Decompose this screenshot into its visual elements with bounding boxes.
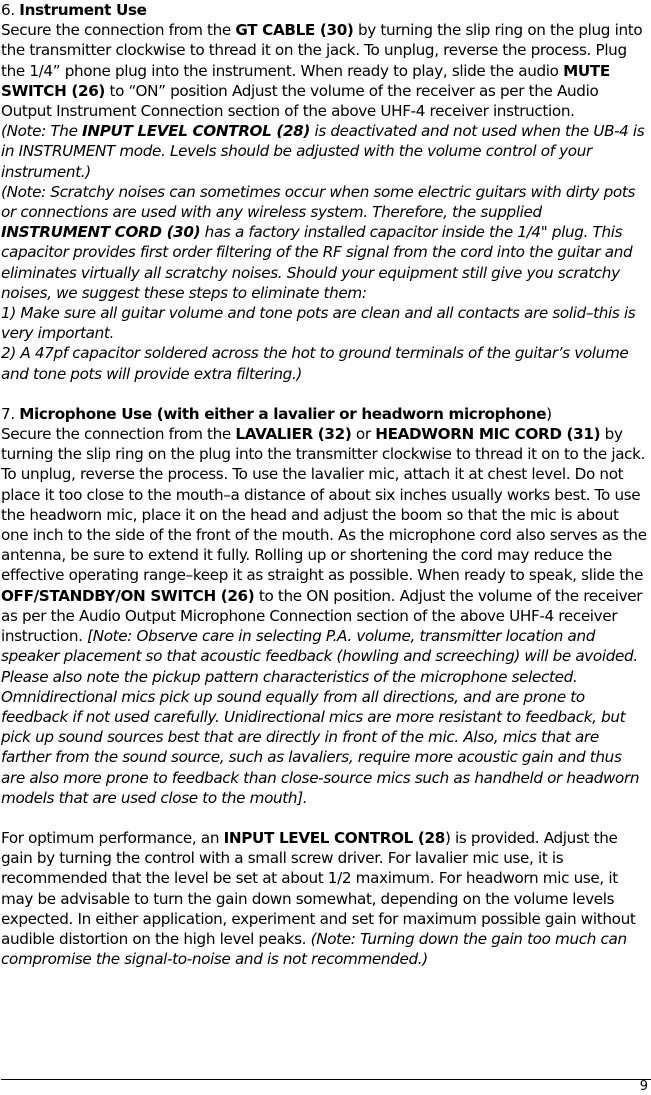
note-step (1, 343, 649, 383)
part-reference: HEADWORN MIC CORD (31) (375, 425, 601, 444)
text: by turning the slip ring on the plug into the transmitter clockwise to thread it on the jack. To unplug, reverse the process. Plug the 1/4” phone plug into the instrument. When ready to play, slide the audio (1, 21, 643, 80)
section-microphone-use (0, 404, 649, 808)
text: to “ON” position Adjust the volume of the receiver as per the Audio Output Instrument Connection section of the above UHF-4 receiver instruction. (1, 81, 599, 121)
text: For optimum performance, an (1, 828, 224, 847)
note-text: has a factory installed capacitor inside the 1/4" plug. This capacitor provides first order filtering of the RF signal from the cord into the guitar and eliminates virtually all scratchy noises. Should your equipment still give you scratchy noises, we suggest these steps to eliminate them: (1, 223, 633, 302)
footer-rule (1, 1079, 651, 1080)
spacer (0, 384, 651, 404)
note-paragraph (1, 182, 649, 303)
section-heading (1, 0, 649, 20)
spacer (0, 808, 651, 828)
text: by turning the slip ring on the plug into the transmitter clockwise to thread it on to the jack. To unplug, reverse the process. To use the lavalier mic, attach it at chest level. Do not place it too close to the mouth–a distance of about six inches usually works best. To use the headworn mic, place it on the head and adjust the boom so that the mic is about one inch to the side of the front of the mouth. As the microphone cord also serves as the antenna, be sure to extend it fully. Rolling up or shortening the cord may reduce the effective operating range–keep it as straight as possible. When ready to speak, slide the (1, 425, 647, 585)
note-text: (Note: The (1, 122, 83, 141)
text: Secure the connection from the (1, 21, 236, 40)
section-gain-adjustment (0, 828, 649, 969)
part-reference: MUTE SWITCH (26) (1, 61, 610, 100)
heading-text: Instrument Use (19, 1, 147, 19)
section-number: 6. (1, 1, 20, 19)
part-reference: GT CABLE (30) (235, 21, 354, 40)
heading-text: Microphone Use (with either a lavalier or headworn microphone (19, 404, 547, 423)
note-text: (Note: Scratchy noises can sometimes occur when some electric guitars with dirty pots or connections are used with any wireless system. Therefore, the supplied (1, 182, 636, 222)
note-text: 2) A 47pf capacitor soldered across the hot to ground terminals of the guitar’s volume and tone pots will provide extra filtering.) (1, 344, 629, 383)
text: ) is provided. Adjust the gain by turning the control with a small screw driver. For lavalier mic use, it is recommended that the level be set at about 1/2 maximum. For headworn mic use, it may be advisable to turn the gain down somewhat, depending on the volume levels expected. In either application, experiment and set for maximum possible gain without audible distortion on the high level peaks. (1, 828, 636, 948)
part-reference: LAVALIER (32) (235, 425, 352, 444)
note-text: is deactivated and not used when the UB-4 is in INSTRUMENT mode. Levels should be adjusted with the volume control of your instrument.) (1, 122, 645, 181)
part-reference: INSTRUMENT CORD (30) (1, 223, 201, 242)
section-number: 7. (1, 404, 20, 423)
part-reference: INPUT LEVEL CONTROL (28) (82, 122, 310, 141)
note-text: (Note: Turning down the gain too much can compromise the signal-to-noise and is not recommended.) (1, 929, 627, 969)
paragraph (1, 828, 649, 969)
paragraph (1, 20, 649, 121)
text: Secure the connection from the (1, 425, 236, 444)
note-text: 1) Make sure all guitar volume and tone pots are clean and all contacts are solid–this is very important. (1, 304, 636, 343)
page-number: 9 (639, 1079, 648, 1094)
part-reference: INPUT LEVEL CONTROL (28 (223, 828, 445, 847)
section-heading (1, 404, 649, 424)
note-step (1, 303, 649, 343)
text: to the ON position. Adjust the volume of the receiver as per the Audio Output Microphone Connection section of the above UHF-4 receiver instruction. (1, 586, 643, 646)
part-reference: OFF/STANDBY/ON SWITCH (26) (1, 586, 255, 605)
note-text: [Note: Observe care in selecting P.A. volume, transmitter location and speaker placement so that acoustic feedback (howling and screeching) will be avoided. Please also note the pickup pattern characteristics of the microphone selected. Omnidirectional mics pick up sound equally from all directions, and are prone to feedback if not used carefully. Unidirectional mics are more resistant to feedback, but pick up sound sources best that are directly in front of the mic. Also, mics that are farther from the sound source, such as lavaliers, require more acoustic gain and thus are also more prone to feedback than close-source mics such as handheld or headworn models that are used close to the mouth]. (1, 627, 640, 807)
section-instrument-use (0, 0, 649, 384)
text: or (351, 425, 376, 444)
note-paragraph (1, 121, 649, 182)
paragraph (1, 424, 649, 808)
heading-text: ) (546, 404, 552, 423)
